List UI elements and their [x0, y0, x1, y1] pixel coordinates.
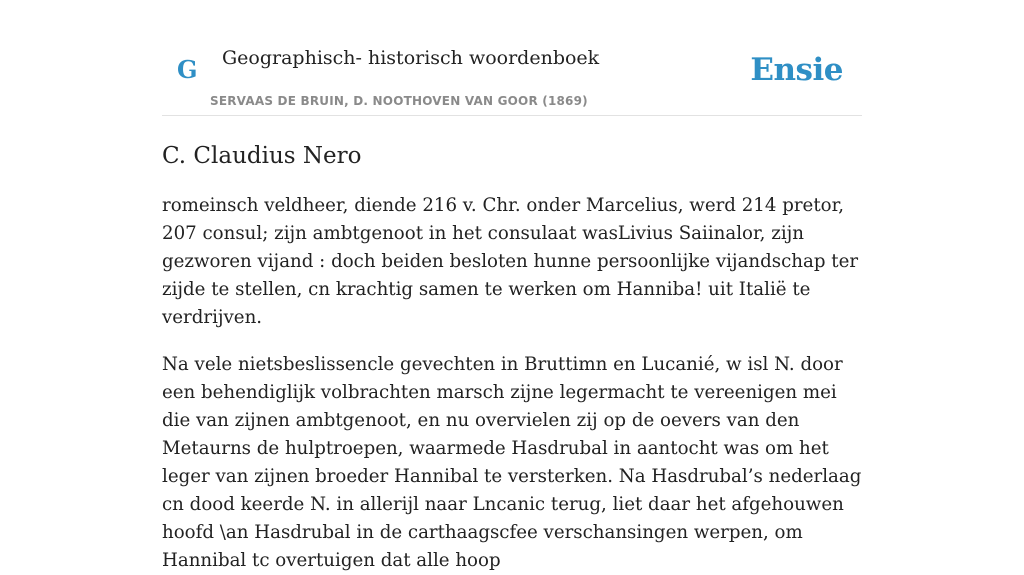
main-content	[162, 0, 862, 575]
brand-logo[interactable]: Ensie	[750, 52, 843, 88]
entry-paragraph: Na vele nietsbeslissencle gevechten in Bruttimn en Lucanié, w isl N. door een behendiglijk volbrachten marsch zijne legermacht te vereenigen mei die van zijnen ambtgenoot, en nu overvielen zij op de oevers van den Metaurns de hulptroepen, waarmede Hasdrubal in aantocht was om het leger van zijnen broeder Hannibal te versterken. Na Hasdrubal’s nederlaag cn dood keerde N. in allerijl naar Lncanic terug, liet daar het afgehouwen hoofd \an Hasdrubal in de carthaagscfee verschansingen werpen, om Hannibal tc overtuigen dat alle hoop	[162, 354, 862, 571]
work-author: SERVAAS DE BRUIN, D. NOOTHOVEN VAN GOOR (1869)	[210, 94, 588, 108]
work-title-link[interactable]: Geographisch- historisch woordenboek	[222, 47, 600, 69]
work-logo[interactable]: G	[177, 55, 198, 84]
page-header	[162, 0, 862, 116]
entry-paragraph: romeinsch veldheer, diende 216 v. Chr. onder Marcelius, werd 214 pretor, 207 consul; zijn ambtgenoot in het consulaat wasLivius Saiinalor, zijn gezworen vijand : doch beiden besloten hunne persoonlijke vijandschap ter zijde te stellen, cn krachtig samen te werken om Hanniba! uit Italië te verdrijven.	[162, 195, 859, 328]
entry-title: C. Claudius Nero	[162, 143, 362, 169]
